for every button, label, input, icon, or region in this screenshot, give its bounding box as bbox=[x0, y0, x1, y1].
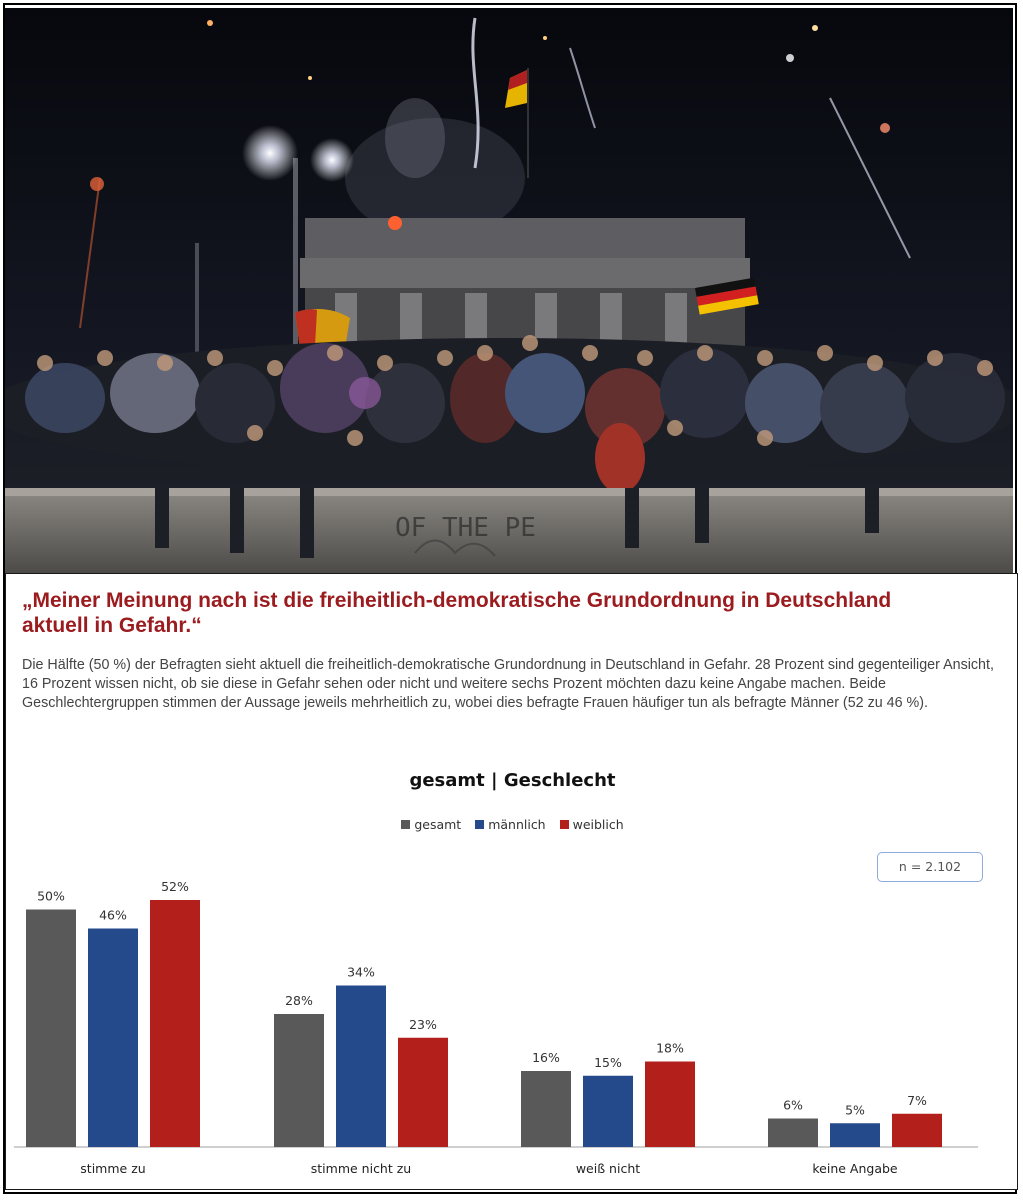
survey-panel bbox=[5, 573, 1018, 1190]
bar-gesamt-1 bbox=[274, 1014, 324, 1147]
category-label-0: stimme zu bbox=[80, 1161, 146, 1176]
data-label-gesamt-1: 28% bbox=[285, 993, 313, 1008]
bar-gesamt-2 bbox=[521, 1071, 571, 1147]
category-label-3: keine Angabe bbox=[812, 1161, 898, 1176]
bar-maennlich-1 bbox=[336, 986, 386, 1148]
bar-maennlich-0 bbox=[88, 929, 138, 1148]
sample-size-box: n = 2.102 bbox=[877, 852, 983, 882]
data-label-weiblich-0: 52% bbox=[161, 879, 189, 894]
data-label-weiblich-1: 23% bbox=[409, 1016, 437, 1032]
data-label-maennlich-3: 5% bbox=[845, 1102, 865, 1118]
category-label-1: stimme nicht zu bbox=[310, 1161, 412, 1176]
category-label-2: weiß nicht bbox=[575, 1161, 641, 1176]
berlin-wall-photo bbox=[5, 8, 1013, 573]
legend-label-gesamt: gesamt bbox=[414, 817, 462, 832]
data-label-weiblich-3: 7% bbox=[907, 1092, 927, 1108]
data-label-maennlich-1: 34% bbox=[347, 964, 375, 980]
bar-weiblich-1 bbox=[398, 1038, 448, 1147]
chart-title: gesamt | Geschlecht bbox=[409, 770, 616, 791]
bar-weiblich-2 bbox=[645, 1062, 695, 1148]
summary-text: Die Hälfte (50 %) der Befragten sieht aktuell die freiheitlich-demokratische Grundordnung in Deutschland in Gefahr. 28 Prozent sind gegenteiliger Ansicht, 16 Prozent wissen nicht, ob sie diese in Gefahr sehen oder nicht und weitere sechs Prozent möchten dazu keine Angabe machen. Beide Geschlechtergruppen stimmen der Aussage jeweils mehrheitlich zu, wobei dies befragte Frauen häufiger tun als befragte Männer (52 zu 46 %). bbox=[22, 657, 994, 711]
bar-maennlich-3 bbox=[830, 1123, 880, 1147]
bar-weiblich-3 bbox=[892, 1114, 942, 1147]
bar-weiblich-0 bbox=[150, 900, 200, 1147]
bar-chart bbox=[6, 574, 1016, 1189]
data-label-maennlich-0: 46% bbox=[99, 907, 127, 923]
bar-gesamt-0 bbox=[26, 910, 76, 1148]
data-label-gesamt-2: 16% bbox=[532, 1050, 560, 1065]
legend-label-maennlich: männlich bbox=[488, 817, 546, 832]
headline: „Meiner Meinung nach ist die freiheitlich-demokratische Grundordnung in Deutschland aktuell in Gefahr.“ bbox=[22, 589, 892, 637]
data-label-gesamt-3: 6% bbox=[783, 1097, 803, 1113]
data-label-weiblich-2: 18% bbox=[656, 1040, 684, 1056]
wall-graffiti: OF THE PE bbox=[395, 513, 536, 543]
bar-gesamt-3 bbox=[768, 1119, 818, 1148]
legend-label-weiblich: weiblich bbox=[572, 817, 624, 832]
bar-maennlich-2 bbox=[583, 1076, 633, 1147]
data-label-maennlich-2: 15% bbox=[594, 1054, 622, 1070]
data-label-gesamt-0: 50% bbox=[37, 888, 65, 904]
